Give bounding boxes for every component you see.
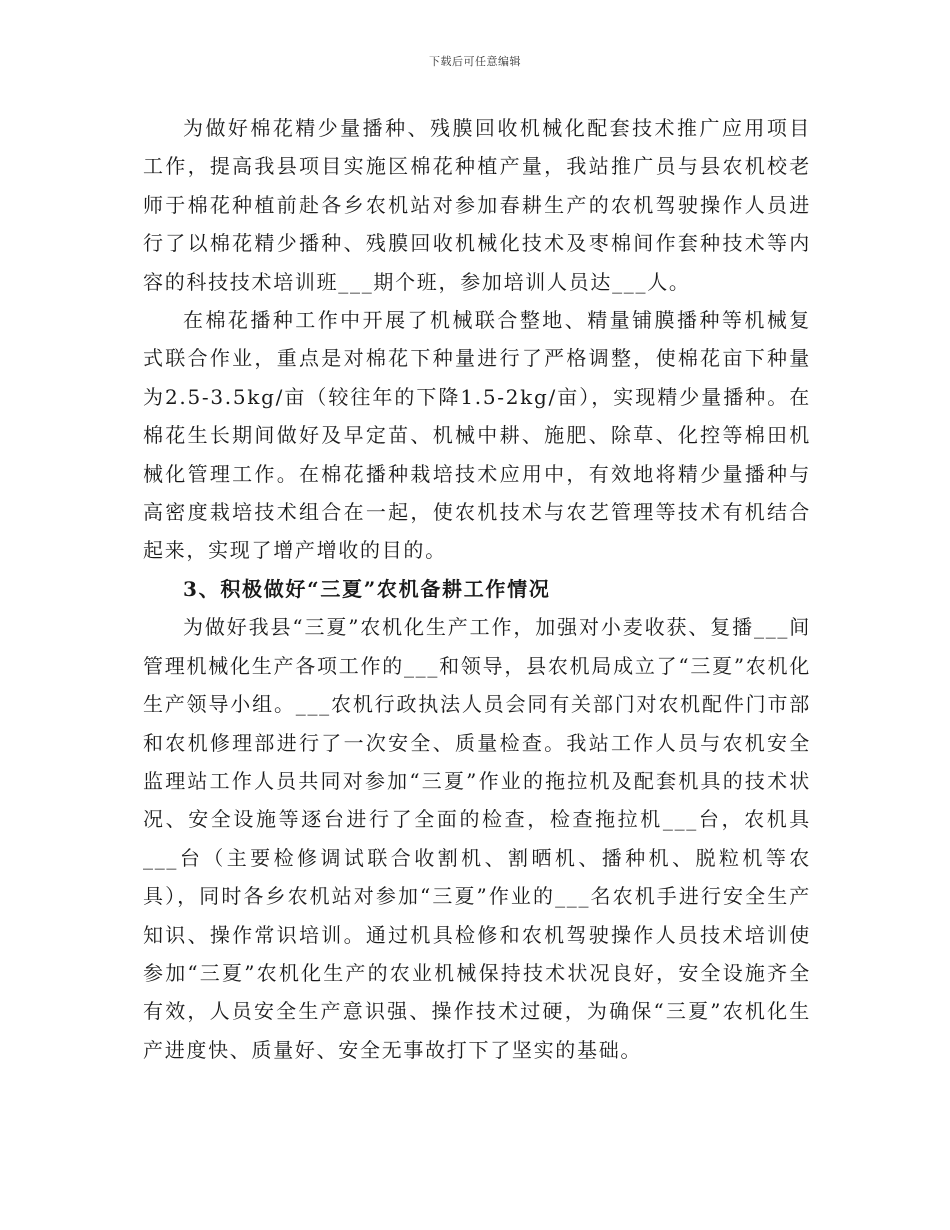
paragraph-summer-preparation: 为做好我县“三夏”农机化生产工作，加强对小麦收获、复播___间管理机械化生产各项工作的___和领导，县农机局成立了“三夏”农机化生产领导小组。___农机行政执法人员会同有关部门对农机配件门市部和农机修理部进行了一次安全、质量检查。我站工作人员与农机安全监理站工作人员共同对参加“三夏”作业的拖拉机及配套机具的技术状况、安全设施等逐台进行了全面的检查，检查拖拉机___台，农机具___台（主要检修调试联合收割机、割晒机、播种机、脱粒机等农具），同时各乡农机站对参加“三夏”作业的___名农机手进行安全生产知识、操作常识培训。通过机具检修和农机驾驶操作人员技术培训使参加“三夏”农机化生产的农业机械保持技术状况良好，安全设施齐全有效，人员安全生产意识强、操作技术过硬，为确保“三夏”农机化生产进度快、质量好、安全无事故打下了坚实的基础。 (143, 615, 811, 1062)
section-heading: 3、积极做好“三夏”农机备耕工作情况 (183, 576, 551, 601)
document-body (143, 109, 811, 1069)
paragraph-cotton-sowing: 在棉花播种工作中开展了机械联合整地、精量铺膜播种等机械复式联合作业，重点是对棉花下种量进行了严格调整，使棉花亩下种量为2.5-3.5kg/亩（较往年的下降1.5-2kg/亩），实现精少量播种。在棉花生长期间做好及早定苗、机械中耕、施肥、除草、化控等棉田机械化管理工作。在棉花播种栽培技术应用中，有效地将精少量播种与高密度栽培技术组合在一起，使农机技术与农艺管理等技术有机结合起来，实现了增产增收的目的。 (143, 308, 811, 563)
paragraph-cotton-training: 为做好棉花精少量播种、残膜回收机械化配套技术推广应用项目工作，提高我县项目实施区棉花种植产量，我站推广员与县农机校老师于棉花种植前赴各乡农机站对参加春耕生产的农机驾驶操作人员进行了以棉花精少播种、残膜回收机械化技术及枣棉间作套种技术等内容的科技技术培训班___期个班，参加培训人员达___人。 (143, 116, 811, 294)
page-header: 下载后可任意编辑 (429, 55, 521, 68)
